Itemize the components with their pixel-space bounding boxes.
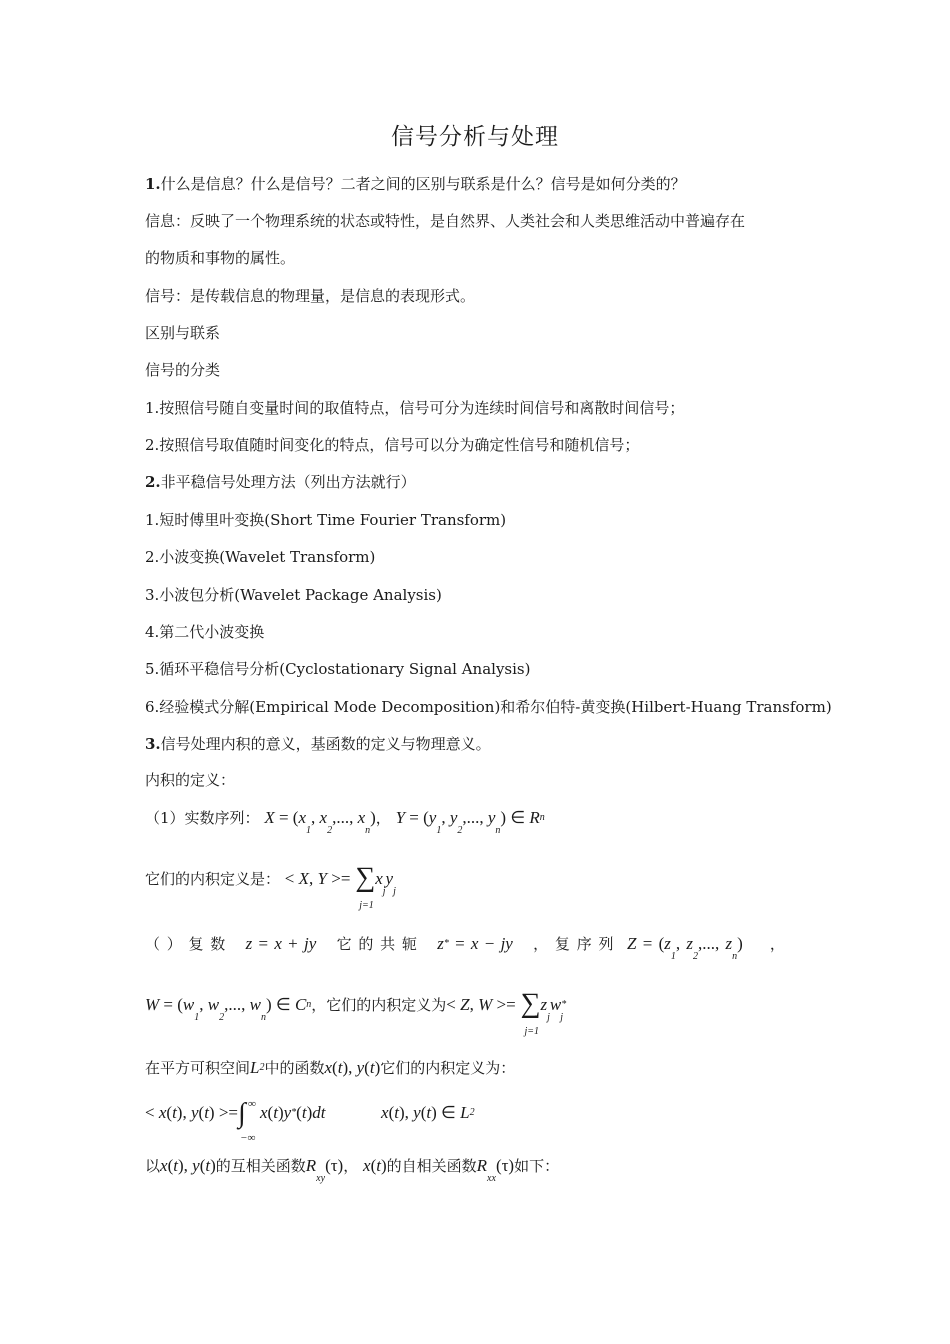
question-2 [145,472,416,492]
question-3 [145,734,491,754]
page-title: 信号分析与处理 [391,124,559,150]
formula-l2-inner-product: < x(t), y(t) >=∫ ∞ −∞ x(t)y*(t)dt x(t), y(t) ∈ $L^2$ [145,1098,475,1144]
question-number: 2. [145,473,161,491]
question-1 [145,174,686,194]
paragraph: 1.按照信号随自变量时间的取值特点，信号可分为连续时间信号和离散时间信号； [145,399,685,417]
formula-complex-inner-product: $W = (w_1$, $w_2$,..., $w_n$) ∈ $C^n$，它们的内积定义为< Z, W >= ∑ j=1 $z_jw^*_j$ [145,988,567,1037]
paragraph: 2.按照信号取值随时间变化的特点，信号可以分为确定性信号和随机信号； [145,436,640,454]
formula-real-sequence: （1）实数序列： $X = (x_1$, $x_2$,..., $x_n$)， $Y = (y_1$, $y_2$,..., $y_n$) ∈ $R^n$ [145,808,545,836]
formula-l2-space: 在平方可积空间$L^2$中的函数x(t), y(t)它们的内积定义为： [145,1058,516,1077]
list-item: 5.循环平稳信号分析(Cyclostationary Signal Analysis) [145,660,531,678]
paragraph: 信号的分类 [145,361,221,379]
paragraph: 的物质和事物的属性。 [145,249,296,267]
formula-correlation: 以x(t), y(t)的互相关函数$R_{xy}(\tau)$， x(t)的自相关函数$R_{xx}(\tau)$如下： [145,1156,560,1184]
question-text: 什么是信息？什么是信号？二者之间的区别与联系是什么？信号是如何分类的？ [160,175,686,193]
question-text: 信号处理内积的意义，基函数的定义与物理意义。 [160,735,491,753]
list-item: 4.第二代小波变换 [145,623,265,641]
paragraph: 信息：反映了一个物理系统的状态或特性，是自然界、人类社会和人类思维活动中普遍存在 [145,212,746,230]
list-item: 1.短时傅里叶变换(Short Time Fourier Transform) [145,511,507,529]
list-item: 6.经验模式分解(Empirical Mode Decomposition)和希尔伯特-黄变换(Hilbert-Huang Transform) [145,698,832,716]
question-number: 1. [145,175,161,193]
list-item: 2.小波变换(Wavelet Transform) [145,548,376,566]
question-number: 3. [145,735,161,753]
formula-complex: （ ） 复 数 z = x + jy 它 的 共 轭 z* = x − jy ， 复 序 列 $Z = (z_1$, $z_2$,..., $z_n$) ， [145,934,785,962]
question-text: 非平稳信号处理方法（列出方法就行） [160,473,416,491]
paragraph: 内积的定义： [145,771,236,789]
formula-real-inner-product: 它们的内积定义是： < X, Y >= ∑ j=1 $x_jy_j$ [145,862,396,911]
list-item: 3.小波包分析(Wavelet Package Analysis) [145,586,442,604]
paragraph: 区别与联系 [145,324,221,342]
paragraph: 信号：是传载信息的物理量，是信息的表现形式。 [145,287,476,305]
